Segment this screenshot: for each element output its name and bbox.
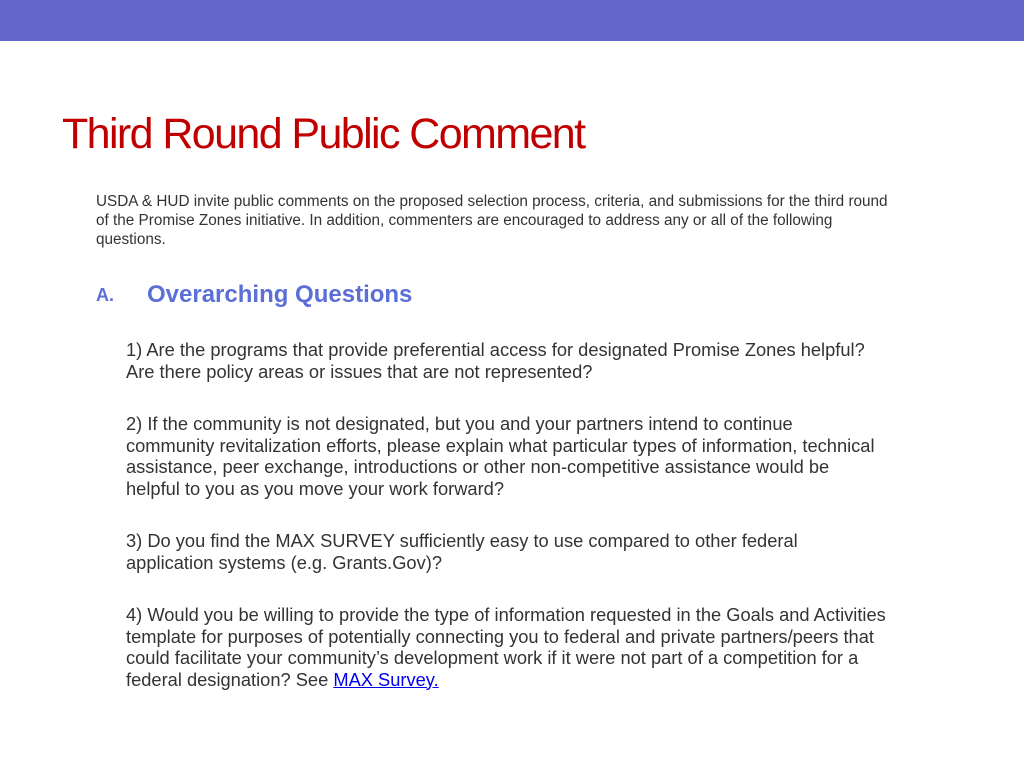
question-text: 4) Would you be willing to provide the type of information requested in the Goals and Activities template for purposes of potentially connecting you to federal and private partners/peers that could facilitate your community’s development work if it were not part of a competition for a federal designation? See xyxy=(126,604,886,690)
max-survey-link[interactable]: MAX Survey. xyxy=(333,668,439,690)
question-1 xyxy=(126,339,886,382)
section-title: Overarching Questions xyxy=(147,281,413,308)
question-4 xyxy=(126,604,886,690)
slide-title: Third Round Public Comment xyxy=(62,110,585,158)
question-2 xyxy=(126,413,886,499)
section-heading xyxy=(96,278,412,312)
intro-paragraph: USDA & HUD invite public comments on the proposed selection process, criteria, and submissions for the third round of the Promise Zones initiative. In addition, commenters are encouraged to address any or all of the following questions. xyxy=(96,193,888,248)
question-text: 1) Are the programs that provide preferential access for designated Promise Zones helpful? Are there policy areas or issues that are not represented? xyxy=(126,339,865,382)
question-text: 3) Do you find the MAX SURVEY sufficiently easy to use compared to other federal application systems (e.g. Grants.Gov)? xyxy=(126,530,798,573)
section-letter: A. xyxy=(96,284,114,305)
question-list xyxy=(126,339,886,721)
top-accent-bar xyxy=(0,0,1024,41)
question-3 xyxy=(126,530,886,573)
question-text: 2) If the community is not designated, but you and your partners intend to continue community revitalization efforts, please explain what particular types of information, technical assistance, peer exchange, introductions or other non-competitive assistance would be helpful to you as you move your work forward? xyxy=(126,413,875,499)
